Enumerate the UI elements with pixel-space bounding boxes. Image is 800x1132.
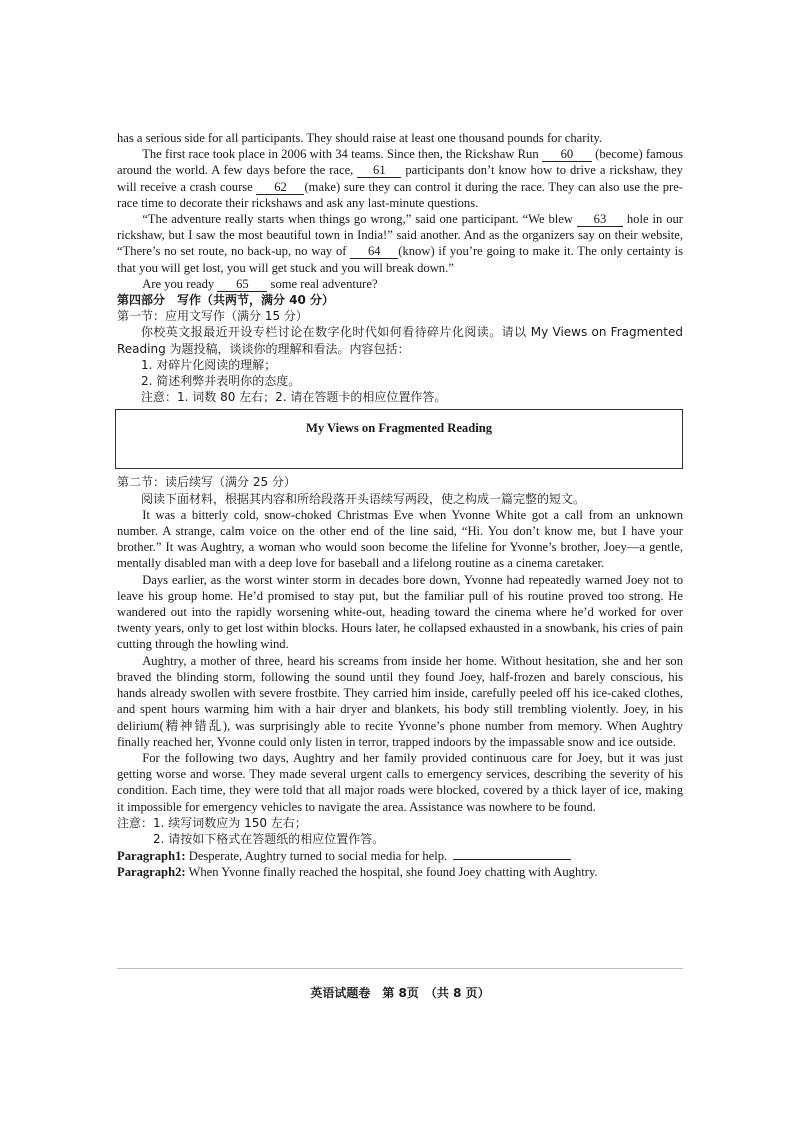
- passage-text: “The adventure really starts when things go wrong,” said one participant. “We blew: [142, 212, 573, 227]
- passage-text: (know) if you’re going to make it. The only certainty is that you will get lost, you will get stuck and you will break down.”: [117, 244, 683, 275]
- passage-text: hole in our rickshaw, but I saw the most beautiful town in India!” said another. And as the organizers say on their website, “There’s no set route, no back-up, no way of: [117, 212, 683, 259]
- paragraph2-line: [117, 864, 683, 880]
- section2-note-2: 2. 请按如下格式在答题纸的相应位置作答。: [153, 831, 385, 846]
- footer-divider: [117, 968, 683, 969]
- paragraph1-text: Desperate, Aughtry turned to social media for help.: [188, 849, 448, 864]
- part4-heading: 第四部分 写作（共两节，满分 40 分）: [117, 293, 335, 308]
- paragraph2-label: Paragraph2:: [117, 865, 186, 880]
- blank-64[interactable]: 64: [350, 245, 398, 259]
- paragraph1-label: Paragraph1:: [117, 849, 186, 864]
- passage-line: has a serious side for all participants. They should raise at least one thousand pounds for charity.: [117, 131, 603, 145]
- passage-paragraph-1: [117, 146, 683, 211]
- passage-paragraph-3: [117, 276, 683, 292]
- section1-prompt: 你校英文报最近开设专栏讨论在数字化时代如何看待碎片化阅读。请以 My Views on Fragmented Reading 为题投稿，谈谈你的理解和看法。内容包括：: [117, 325, 683, 356]
- paragraph1-line: [117, 847, 683, 864]
- section1-title: 第一节：应用文写作（满分 15 分）: [117, 309, 308, 324]
- story-paragraph-4: For the following two days, Aughtry and her family provided continuous care for Joey, but it was just getting worse and worse. They made several urgent calls to emergency services, describing the severity of his condition. Each time, they were told that all major roads were blocked, covered by a thick layer of ice, making it impossible for emergency vehicles to navigate the area. Assistance was nowhere to be found.: [117, 750, 683, 814]
- answer-box-title: My Views on Fragmented Reading: [305, 421, 493, 436]
- passage-paragraph-2: [117, 211, 683, 276]
- blank-63[interactable]: 63: [577, 213, 623, 227]
- story-paragraph-3: Aughtry, a mother of three, heard his screams from inside her home. Without hesitation, she and her son braved the blinding storm, following the sound until they found Joey, half-frozen and barely conscious, his hands already swollen with severe frostbite. They carried him inside, carefully peeled off his ice-caked clothes, and spent hours warming him with a hair dryer and blankets, his body still trembling violently. Joey, in his delirium(精神错乱), was surprisingly able to recite Yvonne’s phone number from memory. When Aughtry finally reached her, Yvonne could only listen in terror, trapped indoors by the impassable snow and ice outside.: [117, 653, 683, 749]
- paragraph1-answer-line[interactable]: [453, 847, 571, 860]
- passage-text: some real adventure?: [270, 276, 378, 291]
- blank-60[interactable]: 60: [542, 148, 592, 162]
- passage-text: participants don’t know how to drive a rickshaw, they will receive a crash course: [117, 163, 683, 194]
- passage-text: The first race took place in 2006 with 34 teams. Since then, the Rickshaw Run: [142, 147, 539, 162]
- section2-prompt: 阅读下面材料，根据其内容和所给段落开头语续写两段，使之构成一篇完整的短文。: [141, 491, 586, 506]
- passage-text: Are you ready: [142, 276, 215, 291]
- section1-item-2: 2. 简述利弊并表明你的态度。: [141, 374, 301, 389]
- paragraph2-text: When Yvonne finally reached the hospital, she found Joey chatting with Aughtry.: [188, 865, 598, 880]
- passage-text: (make) sure they can control it during the race. They can also use the pre-race time to decorate their rickshaws and ask any last-minute questions.: [117, 179, 683, 210]
- story-paragraph-1: It was a bitterly cold, snow-choked Christmas Eve when Yvonne White got a call from an unknown number. A strange, calm voice on the other end of the line said, “Hi. You don’t know me, but I have your brother.” It was Aughtry, a woman who would soon become the lifeline for Yvonne’s brother, Joey—a gentle, mentally disabled man with a deep love for baseball and a lifelong routine as a cinema caretaker.: [117, 507, 683, 571]
- section2-note-1: 注意：1. 续写词数应为 150 左右；: [117, 815, 307, 830]
- exam-page: [117, 130, 683, 881]
- story-paragraph-2: Days earlier, as the worst winter storm in decades bore down, Yvonne had repeatedly warned Joey not to leave his group home. He’d promised to stay put, but the familiar pull of his routine proved too strong. He wandered out into the rapidly worsening white-out, heading toward the cinema where he’d worked for over twenty years, only to get lost within blocks. Hours later, he collapsed exhausted in a snowbank, his cries of pain cutting through the howling wind.: [117, 572, 683, 652]
- section1-note: 注意：1. 词数 80 左右；2. 请在答题卡的相应位置作答。: [141, 390, 447, 405]
- answer-box[interactable]: [115, 409, 683, 469]
- blank-62[interactable]: 62: [256, 181, 304, 195]
- page-footer: 英语试题卷 第 8页 （共 8 页）: [310, 986, 490, 1000]
- blank-65[interactable]: 65: [217, 278, 267, 292]
- section2-title: 第二节：读后续写（满分 25 分）: [117, 475, 296, 490]
- section1-item-1: 1. 对碎片化阅读的理解；: [141, 357, 277, 372]
- passage-text: (become) famous around the world. A few days before the race,: [117, 147, 683, 178]
- blank-61[interactable]: 61: [357, 164, 401, 178]
